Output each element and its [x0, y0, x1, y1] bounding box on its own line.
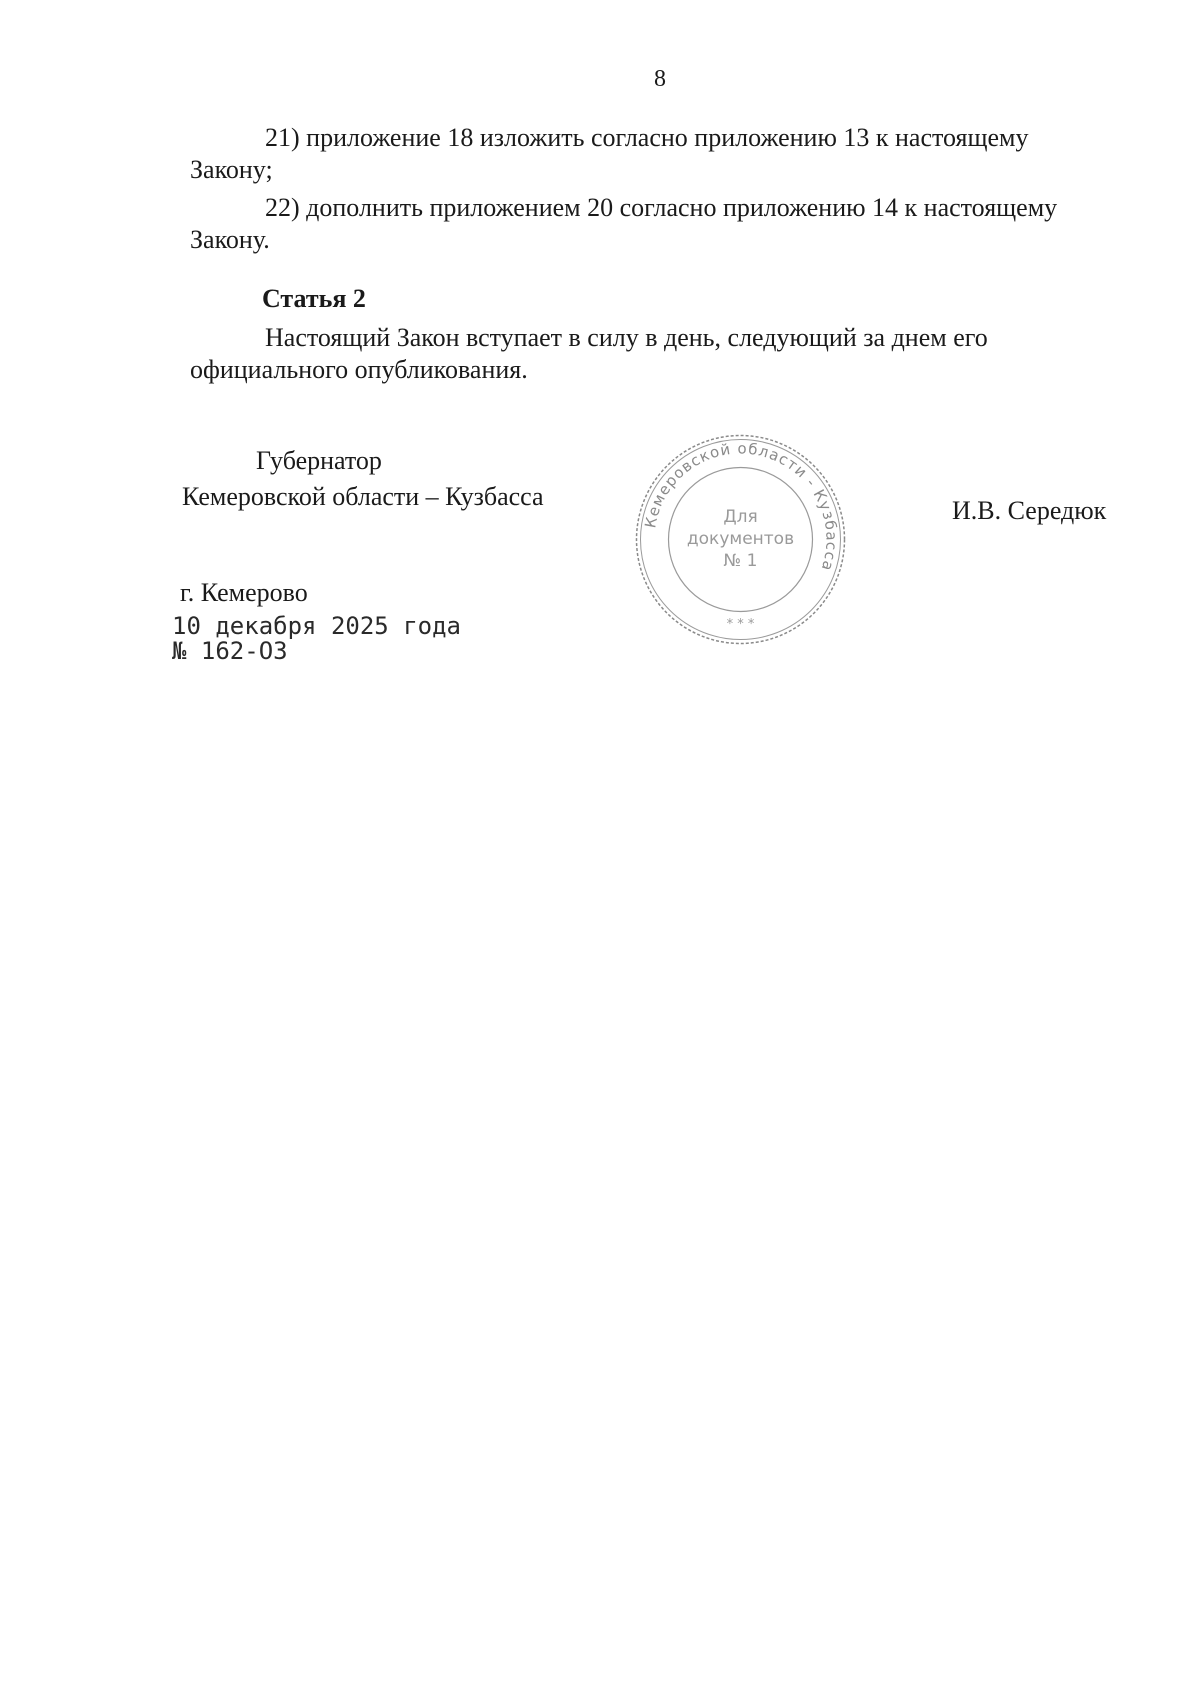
article-text-line2: официального опубликования. — [190, 355, 528, 384]
law-date: 10 декабря 2025 года — [172, 612, 461, 640]
stamp-bottom-stars: * * * — [726, 617, 755, 632]
place-of-signing: г. Кемерово — [180, 578, 308, 607]
item-22-line1: 22) дополнить приложением 20 согласно приложению 14 к настоящему — [265, 193, 1058, 222]
article-heading: Статья 2 — [262, 284, 366, 313]
article-text-line1: Настоящий Закон вступает в силу в день, следующий за днем его — [265, 323, 988, 352]
stamp-ring-text: Кемеровской области - Кузбасса — [641, 439, 841, 574]
official-stamp — [633, 432, 848, 647]
signatory-title: Губернатор — [256, 446, 382, 475]
item-22 — [190, 192, 1130, 256]
page-number: 8 — [654, 66, 666, 92]
stamp-center-line2: документов — [686, 529, 795, 549]
item-22-line2: Закону. — [190, 225, 270, 254]
signatory-region: Кемеровской области – Кузбасса — [182, 482, 544, 511]
stamp-center-line1: Для — [723, 507, 758, 527]
article-text — [190, 322, 1130, 386]
item-21 — [190, 122, 1130, 186]
item-21-line2: Закону; — [190, 155, 273, 184]
item-21-line1: 21) приложение 18 изложить согласно приложению 13 к настоящему — [265, 123, 1029, 152]
law-number: № 162-ОЗ — [172, 637, 288, 665]
stamp-center-line3: № 1 — [723, 551, 758, 571]
signatory-name: И.В. Середюк — [952, 496, 1107, 525]
